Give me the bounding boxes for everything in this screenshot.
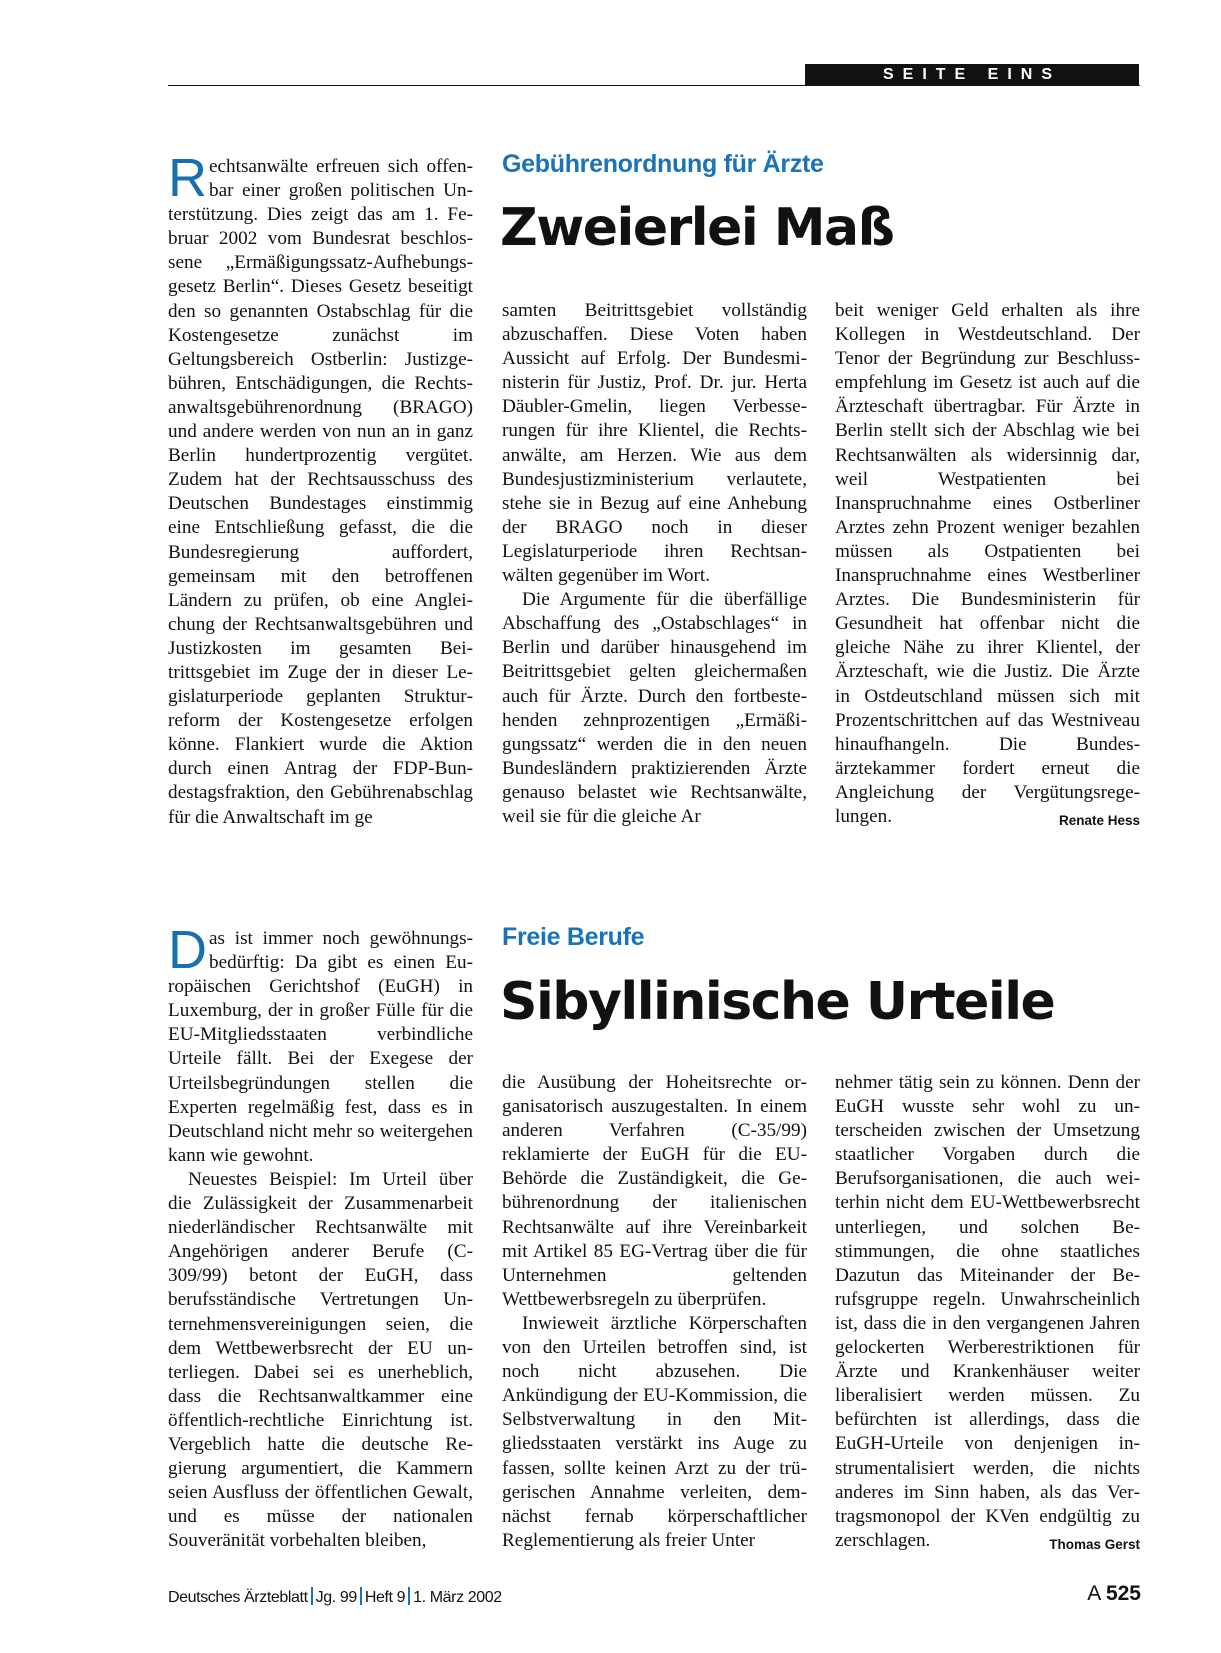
article2-column-2 xyxy=(502,1071,807,1553)
article1-author: Renate Hess xyxy=(1058,812,1140,828)
article2-col3-text: nehmer tätig sein zu können. Denn der EuGH wusste sehr wohl zu unterscheiden zwischen der Umsetzung staatlicher Vorgaben durch die Berufsorganisationen, die auch weiterhin nicht dem EU-Wettbewerbsrecht unterliegen, und solchen Bestimmungen, die ohne staatliches Dazutun das Miteinander der Berufsgruppe regeln. Unwahrscheinlich ist, dass die in den vergangenen Jahren gelockerten Werberestriktionen für Ärzte und Krankenhäuser weiter liberalisiert werden müssen. Zu befürchten ist allerdings, dass die EuGH-Urteile von denjenigen instrumentalisiert werden, die nichts anderes im Sinn haben, als das Vertragsmonopol der KVen endgültig zu zerschlagen. xyxy=(835,1072,1140,1551)
page-prefix: A xyxy=(1087,1582,1101,1605)
footer-journal: Deutsches Ärzteblatt xyxy=(168,1589,308,1606)
article2-column-1 xyxy=(168,920,473,1553)
footer-separator xyxy=(311,1587,313,1605)
footer-separator xyxy=(408,1587,410,1605)
section-label: SEITE EINS xyxy=(805,64,1139,85)
page-number-value: 525 xyxy=(1105,1582,1141,1605)
article1-column-3 xyxy=(835,299,1140,833)
article2-column-3 xyxy=(835,1071,1140,1557)
page-number xyxy=(1087,1582,1141,1606)
article1-col2-paragraph-2: Die Argumente für die überfällige Abschaffung des „Ostabschlages“ in Berlin und darüber hinausgehend im Beitrittsgebiet gelten gleichermaßen auch für Ärzte. Durch den fortbestehenden zehnprozentigen „Ermäßigungssatz“ werden die in den neuen Bundesländern praktizierenden Ärzte genauso belastet wie Rechtsanwälte, weil sie für die gleiche Ar xyxy=(502,589,807,827)
footer-issue: Heft 9 xyxy=(364,1589,406,1606)
article2-col1-paragraph-2: Neuestes Beispiel: Im Urteil über die Zulässigkeit der Zusammenarbeit niederländischer Rechtsanwälte mit Angehörigen anderer Berufe (C-309/99) betont der EuGH, dass berufsständische Vertretungen Unternehmensvereinigungen seien, die dem Wettbewerbsrecht der EU unterliegen. Dabei sei es unerheblich, dass die Rechtsanwaltkammer eine öffentlich-rechtliche Einrichtung ist. Vergeblich hatte die deutsche Regierung argumentiert, die Kammern seien Ausfluss der öffentlichen Gewalt, und es müsse der nationalen Souveränität vorbehalten bleiben, xyxy=(168,1168,473,1552)
article2-kicker: Freie Berufe xyxy=(502,923,645,951)
article1-column-1 xyxy=(168,148,473,830)
article2-author: Thomas Gerst xyxy=(1049,1536,1140,1552)
article1-headline: Zweierlei Maß xyxy=(500,198,894,258)
article1-col1-text: echtsanwälte erfreuen sich offenbar einer großen politischen Unterstützung. Dies zeigt das am 1. Februar 2002 vom Bundesrat beschlossene „Ermäßigungssatz-Aufhebungsgesetz Berlin“. Dieses Gesetz beseitigt den so genannten Ostabschlag für die Kostengesetze zunächst im Geltungsbereich Ostberlin: Justizgebühren, Entschädigungen, die Rechtsanwaltsgebührenordnung (BRAGO) und andere werden von nun an in ganz Berlin hundertprozentig vergütet. Zudem hat der Rechtsausschuss des Deutschen Bundestages einstimmig eine Entschließung gefasst, die die Bundesregierung auffordert, gemeinsam mit den betroffenen Ländern zu prüfen, ob eine Angleichung der Rechtsanwaltsgebühren und Justizkosten im gesamten Beitrittsgebiet im Zuge der in dieser Legislaturperiode geplanten Strukturreform der Kostengesetze erfolgen könne. Flankiert wurde die Aktion durch einen Antrag der FDP-Bundestagsfraktion, den Gebührenabschlag für die Anwaltschaft im ge xyxy=(168,156,473,828)
footer-date: 1. März 2002 xyxy=(413,1589,502,1606)
article1-column-2 xyxy=(502,299,807,829)
footer-volume: Jg. 99 xyxy=(315,1589,357,1606)
article1-col3-text: beit weniger Geld erhalten als ihre Kollegen in Westdeutschland. Der Tenor der Begründung zur Beschlussempfehlung im Gesetz ist auch auf die Ärzteschaft übertragbar. Für Ärzte in Berlin stellt sich der Abschlag wie bei Rechtsanwälten als widersinnig dar, weil Westpatienten bei Inanspruchnahme eines Ostberliner Arztes zehn Prozent weniger bezahlen müssen als Ostpatienten bei Inanspruchnahme eines Westberliner Arztes. Die Bundesministerin für Gesundheit hat offenbar nicht die gleiche Nähe zu ihrer Klientel, der Ärzteschaft, wie die Justiz. Die Ärzte in Ostdeutschland müssen sich mit Prozentschrittchen auf das Westniveau hinaufhangeln. Die Bundesärztekammer fordert erneut die Angleichung der Vergütungsregelungen. xyxy=(835,300,1140,827)
article2-col2-paragraph-2: Inwieweit ärztliche Körperschaften von den Urteilen betroffen sind, ist noch nicht abzusehen. Die Ankündigung der EU-Kommission, die Selbstverwaltung in den Mitgliedsstaaten verstärkt ins Auge zu fassen, sollte keinen Arzt zu der trügerischen Annahme verleiten, demnächst fernab körperschaftlicher Reglementierung als freier Unter xyxy=(502,1312,807,1551)
article1-col2-paragraph-1: samten Beitrittsgebiet vollständig abzuschaffen. Diese Voten haben Aussicht auf Erfolg. Der Bundesministerin für Justiz, Prof. Dr. jur. Herta Däubler-Gmelin, liegen Verbesserungen für ihre Klientel, die Rechtsanwälte, am Herzen. Wie aus dem Bundesjustizministerium verlautete, stehe sie in Bezug auf eine Anhebung der BRAGO noch in dieser Legislaturperiode ihren Rechtsanwälten gegenüber im Wort. xyxy=(502,300,807,587)
footer-citation xyxy=(168,1587,502,1607)
article2-headline: Sibyllinische Urteile xyxy=(500,972,1055,1032)
header-rule xyxy=(168,85,1140,86)
article2-col2-paragraph-1: die Ausübung der Hoheitsrechte organisatorisch auszugestalten. In einem anderen Verfahren (C-35/99) reklamierte der EuGH für die EU-Behörde die Zuständigkeit, die Gebührenordnung der italienischen Rechtsanwälte auf ihre Vereinbarkeit mit Artikel 85 EG-Vertrag über die für Unternehmen geltenden Wettbewerbsregeln zu überprüfen. xyxy=(502,1072,807,1310)
article1-dropcap: R xyxy=(168,148,207,208)
article2-dropcap: D xyxy=(168,920,207,980)
footer-separator xyxy=(360,1587,362,1605)
article1-kicker: Gebührenordnung für Ärzte xyxy=(502,150,824,178)
article2-col1-paragraph-1: as ist immer noch gewöhnungsbedürftig: Da gibt es einen Europäischen Gerichtshof (EuGH) in Luxemburg, der in großer Fülle für die EU-Mitgliedsstaaten verbindliche Urteile fällt. Bei der Exegese der Urteilsbegründungen stellen die Experten regelmäßig fest, dass es in Deutschland nicht mehr so weitergehen kann wie gewohnt. xyxy=(168,928,473,1166)
